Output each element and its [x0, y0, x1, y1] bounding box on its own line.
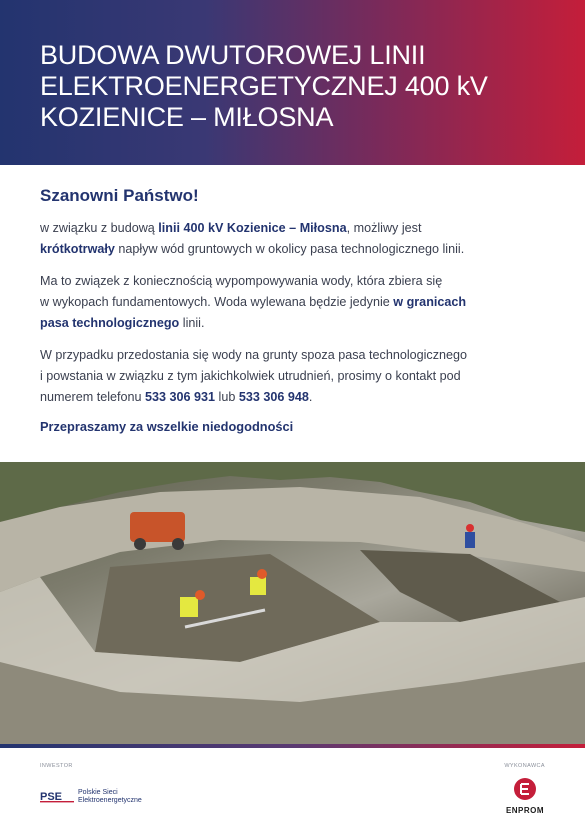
water-pump [130, 512, 185, 542]
p3-text-4: lub [215, 390, 239, 404]
phone-number-1[interactable]: 533 306 931 [145, 390, 216, 404]
contractor-label: WYKONAWCA [504, 763, 545, 769]
enprom-logo-block [501, 778, 549, 818]
paragraph-3 [40, 345, 550, 408]
p2-bold-1: w granicach [393, 295, 467, 309]
enprom-name: ENPROM [505, 806, 545, 815]
greeting: Szanowni Państwo! [40, 186, 199, 205]
p2-text-2: w wykopach fundamentowych. Woda wylewana będzie jedynie [40, 295, 394, 309]
paragraph-2 [40, 271, 550, 334]
p2-text-3: linii. [179, 316, 205, 330]
worker-helmet [195, 590, 205, 600]
pse-logo-block [40, 787, 142, 807]
pump-wheel [134, 538, 146, 550]
apology-text: Przepraszamy za wszelkie niedogodności [40, 419, 294, 434]
p3-text-1: W przypadku przedostania się wody na grunty spoza pasa technologicznego [40, 348, 468, 362]
footer-divider [0, 744, 585, 748]
p3-text-2: i powstania w związku z tym jakichkolwiek utrudnień, prosimy o kontakt pod [40, 369, 461, 383]
p1-short-term: krótkotrwały [40, 242, 115, 256]
pse-company-name [78, 789, 142, 805]
pse-line-1: Polskie Sieci [78, 789, 118, 796]
paragraph-1 [40, 218, 550, 260]
worker-helmet [466, 524, 474, 532]
pse-logo-text: PSE [40, 791, 63, 803]
worker-uniform [465, 532, 475, 548]
p2-bold-2: pasa technologicznego [40, 316, 180, 330]
pse-logo-icon [40, 790, 74, 804]
pump-wheel [172, 538, 184, 550]
p3-text-3: numerem telefonu [40, 390, 146, 404]
title-line-3: KOZIENICE – MIŁOSNA [40, 102, 334, 132]
phone-number-2[interactable]: 533 306 948 [238, 390, 309, 404]
worker-vest [250, 577, 266, 595]
title-line-2: ELEKTROENERGETYCZNEJ 400 kV [40, 71, 488, 101]
worker-helmet [257, 569, 267, 579]
title-line-1: BUDOWA DWUTOROWEJ LINII [40, 40, 426, 70]
header-banner [0, 0, 585, 165]
enprom-logo-icon [514, 778, 536, 800]
p1-text-1: w związku z budową [40, 221, 159, 235]
pse-line-2: Elektroenergetyczne [78, 797, 142, 804]
page-title [40, 40, 560, 133]
p2-text-1: Ma to związek z koniecznością wypompowywania wody, która zbiera się [40, 274, 443, 288]
p1-line-name: linii 400 kV Kozienice – Miłosna [158, 221, 347, 235]
p1-text-3: napływ wód gruntowych w okolicy pasa technologicznego linii. [114, 242, 465, 256]
worker-vest [180, 597, 198, 617]
construction-site-photo [0, 462, 585, 744]
p3-text-5: . [308, 390, 313, 404]
construction-site-illustration [0, 462, 585, 744]
p1-text-2: , możliwy jest [346, 221, 422, 235]
investor-label: INWESTOR [40, 763, 73, 769]
letter-body [40, 186, 550, 434]
